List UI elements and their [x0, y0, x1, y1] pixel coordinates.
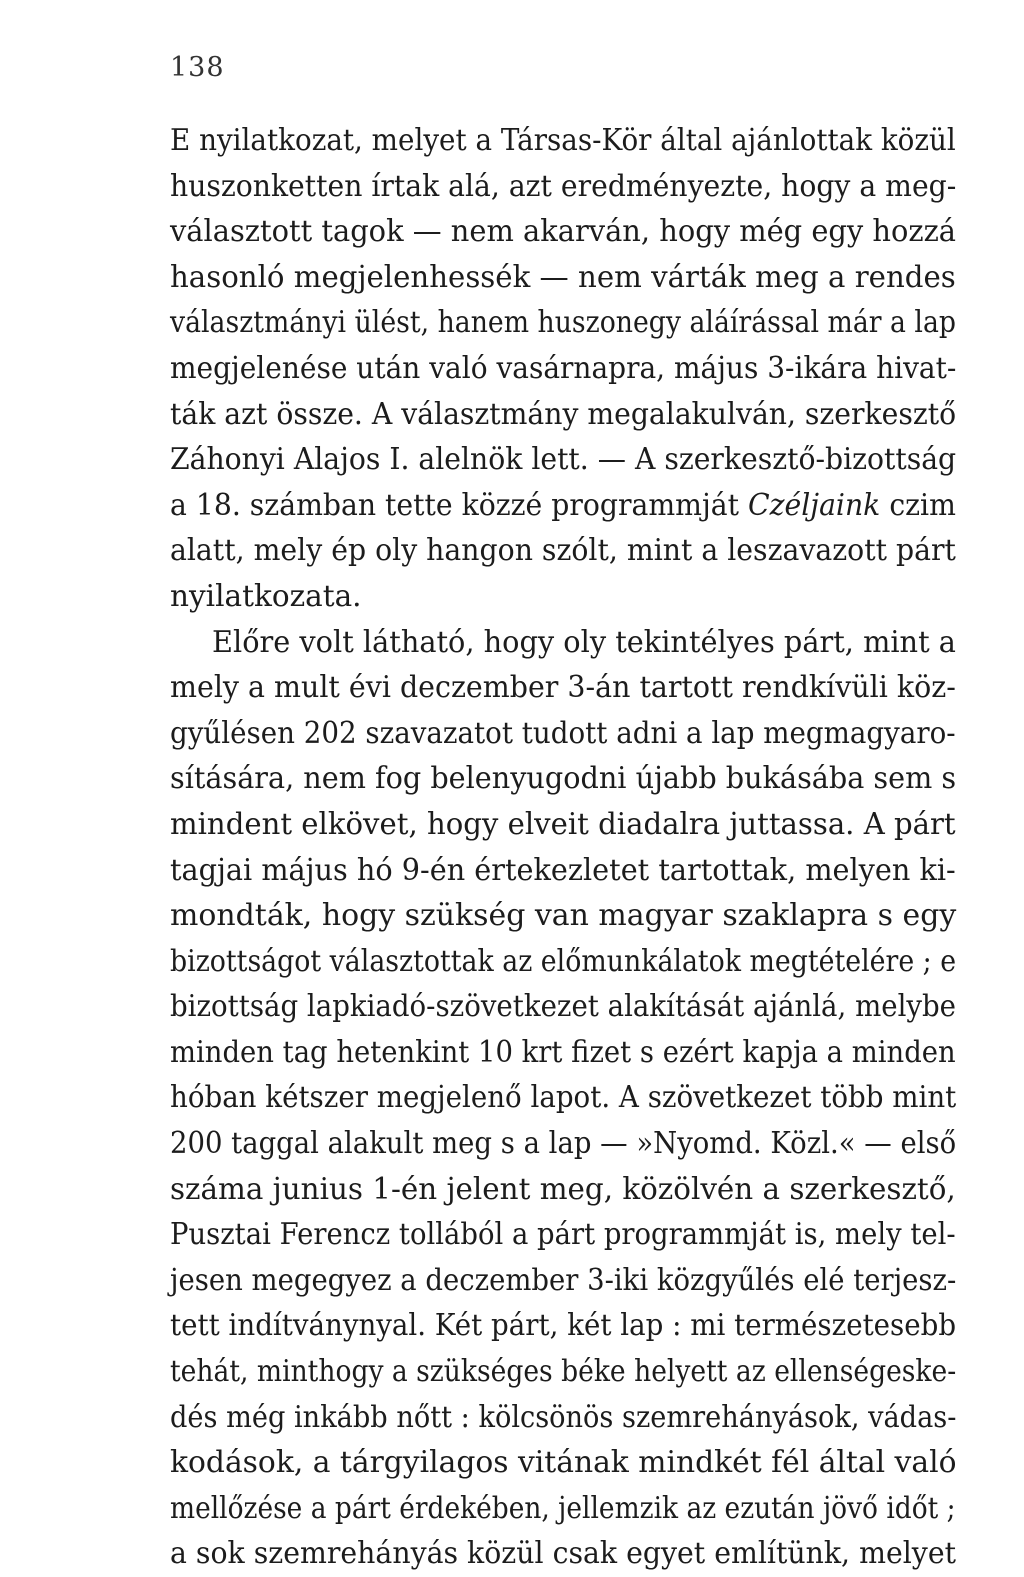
text-line: [170, 483, 956, 529]
text-line-content: [170, 255, 956, 301]
text-run: E nyilatkozat, melyet a Társas-Kör által ajánlottak közül: [170, 123, 956, 157]
text-line: [170, 255, 956, 301]
text-line-content: [170, 1303, 956, 1349]
text-line: [170, 1486, 956, 1532]
text-line: [170, 1258, 956, 1304]
text-run: huszonketten írtak alá, azt eredményezte, hogy a meg-: [170, 168, 957, 203]
text-line-content: [170, 848, 956, 894]
text-run: mindent elkövet, hogy elveit diadalra juttassa. A párt: [170, 806, 956, 841]
italic-title: Czéljaink: [747, 487, 881, 522]
text-run: gyűlésen 202 szavazatot tudott adni a lap megmagyaro-: [170, 715, 956, 750]
text-run: tett indítványnyal. Két párt, két lap : mi természetesebb: [170, 1308, 957, 1343]
text-run: bizottságot választottak az előmunkálatok megtételére ; e: [170, 943, 957, 978]
text-line: [170, 528, 956, 574]
text-line-content: [170, 1121, 956, 1167]
text-line-content: [212, 620, 956, 666]
text-run: ták azt össze. A választmány megalakulván, szerkesztő: [170, 396, 957, 431]
text-line-content: [170, 711, 956, 757]
text-run: tagjai május hó 9-én értekezletet tartottak, melyen ki-: [170, 852, 956, 887]
text-line: [170, 392, 956, 438]
text-line-content: [170, 802, 956, 848]
text-line-content: [170, 574, 362, 620]
text-line-content: [170, 437, 956, 483]
text-line-content: [170, 984, 956, 1030]
text-line-content: [170, 1167, 956, 1213]
text-line-content: [170, 118, 956, 164]
text-line: [170, 939, 956, 985]
text-line: [170, 1212, 956, 1258]
text-line-content: [170, 1075, 956, 1121]
text-line-content: [170, 1212, 956, 1258]
text-line-content: [170, 300, 956, 346]
text-line-content: [170, 1486, 956, 1532]
text-run: czim: [889, 487, 956, 522]
text-run: választott tagok — nem akarván, hogy még egy hozzá: [170, 214, 957, 249]
text-line-content: [170, 528, 956, 574]
text-line: [170, 848, 956, 894]
text-run: Záhonyi Alajos I. alelnök lett. — A szerkesztő-bizottság: [170, 442, 957, 477]
text-line-content: [170, 1440, 956, 1486]
text-line-content: [170, 483, 956, 529]
text-run: kodások, a tárgyilagos vitának mindkét fél által való: [170, 1445, 957, 1480]
text-line: [170, 1075, 956, 1121]
text-line: [170, 711, 956, 757]
text-line: [170, 893, 956, 939]
text-line-content: [170, 756, 956, 802]
text-run: mondták, hogy szükség van magyar szaklapra s egy: [170, 898, 957, 933]
text-line: [170, 1349, 956, 1395]
text-run: 200 taggal alakult meg s a lap — »Nyomd. Közl.« — első: [170, 1126, 957, 1161]
text-line: [170, 984, 956, 1030]
text-line-content: [170, 1349, 956, 1395]
text-line-content: [170, 1030, 956, 1076]
text-line-content: [170, 392, 956, 438]
text-line: [170, 209, 956, 255]
text-run: a sok szemrehányás közül csak egyet említünk, melyet: [170, 1536, 956, 1571]
text-line: [170, 1121, 956, 1167]
text-run: alatt, mely ép oly hangon szólt, mint a leszavazott párt: [170, 533, 956, 568]
text-line-content: [170, 893, 956, 939]
text-run: nyilatkozata.: [170, 578, 362, 613]
text-line: [170, 164, 956, 210]
text-run: jesen megegyez a deczember 3-iki közgyűlés elé terjesz-: [170, 1262, 957, 1297]
text-run: hóban kétszer megjelenő lapot. A szövetkezet több mint: [170, 1080, 957, 1115]
text-line: [170, 665, 956, 711]
text-line: [170, 1030, 956, 1076]
text-run: tehát, minthogy a szükséges béke helyett az ellenségeske-: [170, 1354, 957, 1389]
text-line: [170, 437, 956, 483]
text-line-content: [170, 1258, 956, 1304]
text-run: választmányi ülést, hanem huszonegy aláírással már a lap: [170, 305, 957, 340]
text-line: [170, 346, 956, 392]
text-line-content: [170, 164, 956, 210]
text-line-content: [170, 1531, 956, 1577]
text-line-content: [170, 939, 956, 985]
text-line: [170, 1395, 956, 1441]
text-line: [170, 118, 956, 164]
text-run: sítására, nem fog belenyugodni újabb bukásába sem s: [170, 761, 957, 796]
text-line: [170, 1167, 956, 1213]
text-line-content: [170, 346, 956, 392]
text-run: dés még inkább nőtt : kölcsönös szemrehányások, vádas-: [170, 1399, 957, 1434]
text-line: [170, 1531, 956, 1577]
text-run: Pusztai Ferencz tollából a párt programmját is, mely tel-: [170, 1217, 956, 1252]
text-run: a 18. számban tette közzé programmját: [170, 487, 739, 522]
text-run: hasonló megjelenhessék — nem várták meg a rendes: [170, 259, 956, 294]
text-run: mely a mult évi deczember 3-án tartott rendkívüli köz-: [170, 670, 956, 705]
text-line: [170, 802, 956, 848]
text-line-content: [170, 209, 956, 255]
text-line: [170, 1303, 956, 1349]
text-line: [170, 756, 956, 802]
page-number: 138: [170, 52, 225, 83]
text-run: minden tag hetenkint 10 krt fizet s ezért kapja a minden: [170, 1034, 956, 1069]
text-run: Előre volt látható, hogy oly tekintélyes párt, mint a: [212, 624, 956, 659]
text-run: megjelenése után való vasárnapra, május 3-ikára hivat-: [170, 350, 957, 385]
text-line-content: [170, 1395, 956, 1441]
text-run: száma junius 1-én jelent meg, közölvén a szerkesztő,: [170, 1171, 956, 1206]
text-line: [170, 1440, 956, 1486]
body-text: [170, 118, 956, 1577]
text-line-content: [170, 665, 956, 711]
text-run: mellőzése a párt érdekében, jellemzik az ezután jövő időt ;: [170, 1490, 956, 1525]
text-line: [170, 574, 956, 620]
text-run: bizottság lapkiadó-szövetkezet alakítását ajánlá, melybe: [170, 989, 957, 1024]
text-line: [170, 300, 956, 346]
text-line: [170, 620, 956, 666]
